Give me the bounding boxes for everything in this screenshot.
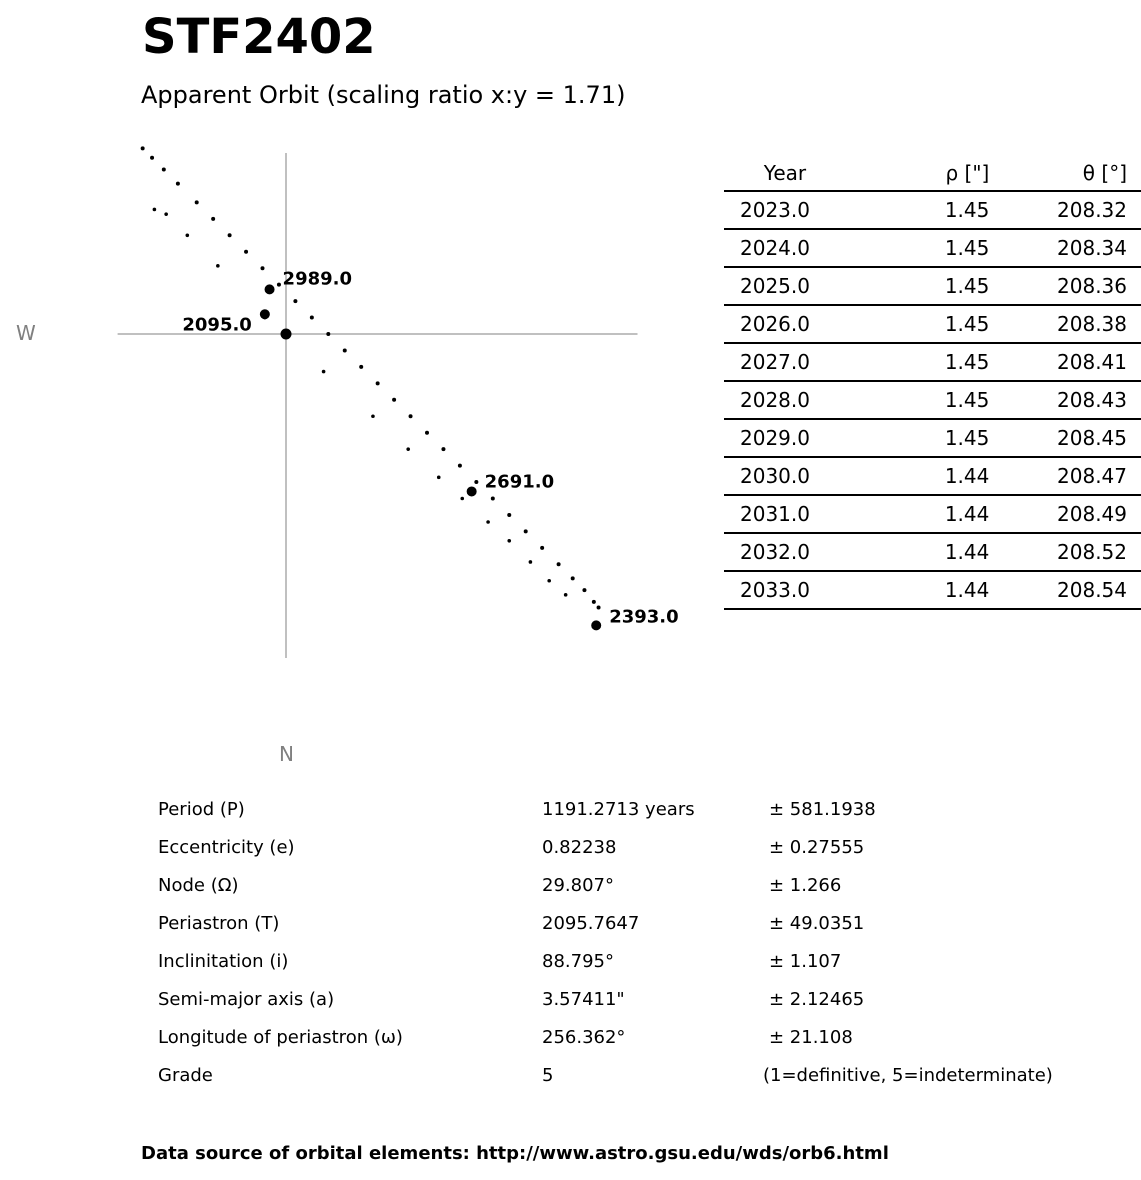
year-cell: 2032.0 — [724, 533, 860, 571]
orbit-point — [141, 146, 145, 150]
element-name: Eccentricity (e) — [158, 837, 295, 858]
orbit-point — [571, 576, 575, 580]
labelled-orbit-point — [265, 284, 275, 294]
rho-cell: 1.44 — [860, 571, 989, 609]
theta-cell: 208.52 — [989, 533, 1141, 571]
orbit-point — [261, 266, 265, 270]
element-error: ± 1.107 — [769, 951, 842, 972]
ephemeris-header-row — [724, 156, 1141, 191]
orbit-point — [359, 365, 363, 369]
rho-cell: 1.45 — [860, 419, 989, 457]
orbit-point — [507, 513, 511, 517]
element-name: Longitude of periastron (ω) — [158, 1027, 403, 1048]
orbit-point — [326, 332, 330, 336]
orbit-point — [507, 539, 511, 543]
ephemeris-row — [724, 305, 1141, 343]
element-value: 5 — [542, 1065, 554, 1086]
year-cell: 2027.0 — [724, 343, 860, 381]
orbit-point — [162, 168, 166, 172]
theta-cell: 208.32 — [989, 191, 1141, 229]
orbit-point — [153, 208, 157, 212]
ephemeris-table — [724, 156, 1141, 610]
element-error: ± 2.12465 — [769, 989, 865, 1010]
year-cell: 2023.0 — [724, 191, 860, 229]
theta-cell: 208.43 — [989, 381, 1141, 419]
element-name: Semi-major axis (a) — [158, 989, 335, 1010]
header-year: Year — [724, 156, 860, 191]
chart-subtitle: Apparent Orbit (scaling ratio x:y = 1.71) — [141, 81, 626, 109]
element-name: Periastron (T) — [158, 913, 280, 934]
orbit-point — [597, 606, 601, 610]
theta-cell: 208.47 — [989, 457, 1141, 495]
rho-cell: 1.45 — [860, 381, 989, 419]
element-value: 2095.7647 — [542, 913, 640, 934]
orbit-point — [425, 431, 429, 435]
orbit-plot — [0, 130, 700, 690]
primary-star-marker — [281, 329, 292, 340]
labelled-orbit-point — [591, 620, 601, 630]
orbit-point — [371, 414, 375, 418]
orbit-point — [441, 447, 445, 451]
orbit-point — [150, 156, 154, 160]
orbit-point — [458, 464, 462, 468]
orbit-point — [460, 497, 464, 501]
theta-cell: 208.38 — [989, 305, 1141, 343]
element-value: 88.795° — [542, 951, 614, 972]
orbit-point — [216, 264, 220, 268]
ephemeris-row — [724, 571, 1141, 609]
theta-cell: 208.41 — [989, 343, 1141, 381]
orbit-point — [557, 562, 561, 566]
orbit-point — [409, 414, 413, 418]
orbit-point — [564, 593, 568, 597]
element-value: 256.362° — [542, 1027, 626, 1048]
orbit-point — [547, 579, 551, 583]
orbit-point — [164, 212, 168, 216]
page-title: STF2402 — [142, 9, 376, 65]
element-error: ± 581.1938 — [769, 799, 876, 820]
west-direction-label: W — [16, 321, 36, 345]
point-year-label: 2989.0 — [282, 268, 353, 290]
year-cell: 2026.0 — [724, 305, 860, 343]
orbit-point — [529, 560, 533, 564]
orbit-point — [293, 299, 297, 303]
year-cell: 2033.0 — [724, 571, 860, 609]
element-error: ± 1.266 — [769, 875, 842, 896]
element-name: Node (Ω) — [158, 875, 239, 896]
orbit-point — [277, 283, 281, 287]
labelled-orbit-point — [467, 486, 477, 496]
orbit-point — [343, 348, 347, 352]
orbit-point — [376, 381, 380, 385]
year-cell: 2028.0 — [724, 381, 860, 419]
orbit-point — [310, 316, 314, 320]
element-error: ± 21.108 — [769, 1027, 853, 1048]
element-name: Inclinitation (i) — [158, 951, 289, 972]
element-value: 29.807° — [542, 875, 614, 896]
ephemeris-row — [724, 419, 1141, 457]
ephemeris-row — [724, 343, 1141, 381]
labelled-orbit-point — [260, 309, 270, 319]
element-error: ± 0.27555 — [769, 837, 865, 858]
orbit-point — [540, 546, 544, 550]
orbit-point — [486, 520, 490, 524]
rho-cell: 1.44 — [860, 457, 989, 495]
orbit-point — [244, 250, 248, 254]
rho-cell: 1.44 — [860, 495, 989, 533]
orbit-point — [582, 588, 586, 592]
header-rho: ρ ["] — [860, 156, 989, 191]
element-error: ± 49.0351 — [769, 913, 865, 934]
theta-cell: 208.49 — [989, 495, 1141, 533]
point-year-label: 2095.0 — [182, 314, 252, 336]
header-theta: θ [°] — [989, 156, 1141, 191]
year-cell: 2024.0 — [724, 229, 860, 267]
orbit-point — [228, 233, 232, 237]
north-direction-label: N — [279, 742, 294, 766]
orbit-point — [437, 476, 441, 480]
rho-cell: 1.45 — [860, 343, 989, 381]
point-year-label: 2691.0 — [484, 471, 555, 493]
ephemeris-row — [724, 457, 1141, 495]
orbit-point — [322, 370, 326, 374]
theta-cell: 208.36 — [989, 267, 1141, 305]
rho-cell: 1.44 — [860, 533, 989, 571]
orbit-point — [392, 398, 396, 402]
year-cell: 2030.0 — [724, 457, 860, 495]
orbit-point — [474, 480, 478, 484]
ephemeris-row — [724, 381, 1141, 419]
theta-cell: 208.34 — [989, 229, 1141, 267]
point-year-label: 2393.0 — [609, 606, 679, 628]
theta-cell: 208.45 — [989, 419, 1141, 457]
ephemeris-row — [724, 229, 1141, 267]
orbit-point — [195, 200, 199, 204]
data-source-note: Data source of orbital elements: http://www.astro.gsu.edu/wds/orb6.html — [141, 1143, 889, 1164]
ephemeris-row — [724, 267, 1141, 305]
element-name: Grade — [158, 1065, 213, 1086]
rho-cell: 1.45 — [860, 267, 989, 305]
orbit-point — [592, 600, 596, 604]
element-error: (1=definitive, 5=indeterminate) — [763, 1065, 1053, 1086]
orbit-point — [491, 497, 495, 501]
orbit-point — [406, 447, 410, 451]
year-cell: 2025.0 — [724, 267, 860, 305]
ephemeris-row — [724, 495, 1141, 533]
element-value: 0.82238 — [542, 837, 617, 858]
theta-cell: 208.54 — [989, 571, 1141, 609]
year-cell: 2029.0 — [724, 419, 860, 457]
orbit-point — [211, 217, 215, 221]
rho-cell: 1.45 — [860, 229, 989, 267]
year-cell: 2031.0 — [724, 495, 860, 533]
ephemeris-row — [724, 191, 1141, 229]
element-name: Period (P) — [158, 799, 245, 820]
ephemeris-row — [724, 533, 1141, 571]
rho-cell: 1.45 — [860, 191, 989, 229]
orbit-point — [524, 529, 528, 533]
orbit-point — [186, 234, 190, 238]
rho-cell: 1.45 — [860, 305, 989, 343]
element-value: 3.57411" — [542, 989, 625, 1010]
orbit-point — [176, 182, 180, 186]
element-value: 1191.2713 years — [542, 799, 695, 820]
